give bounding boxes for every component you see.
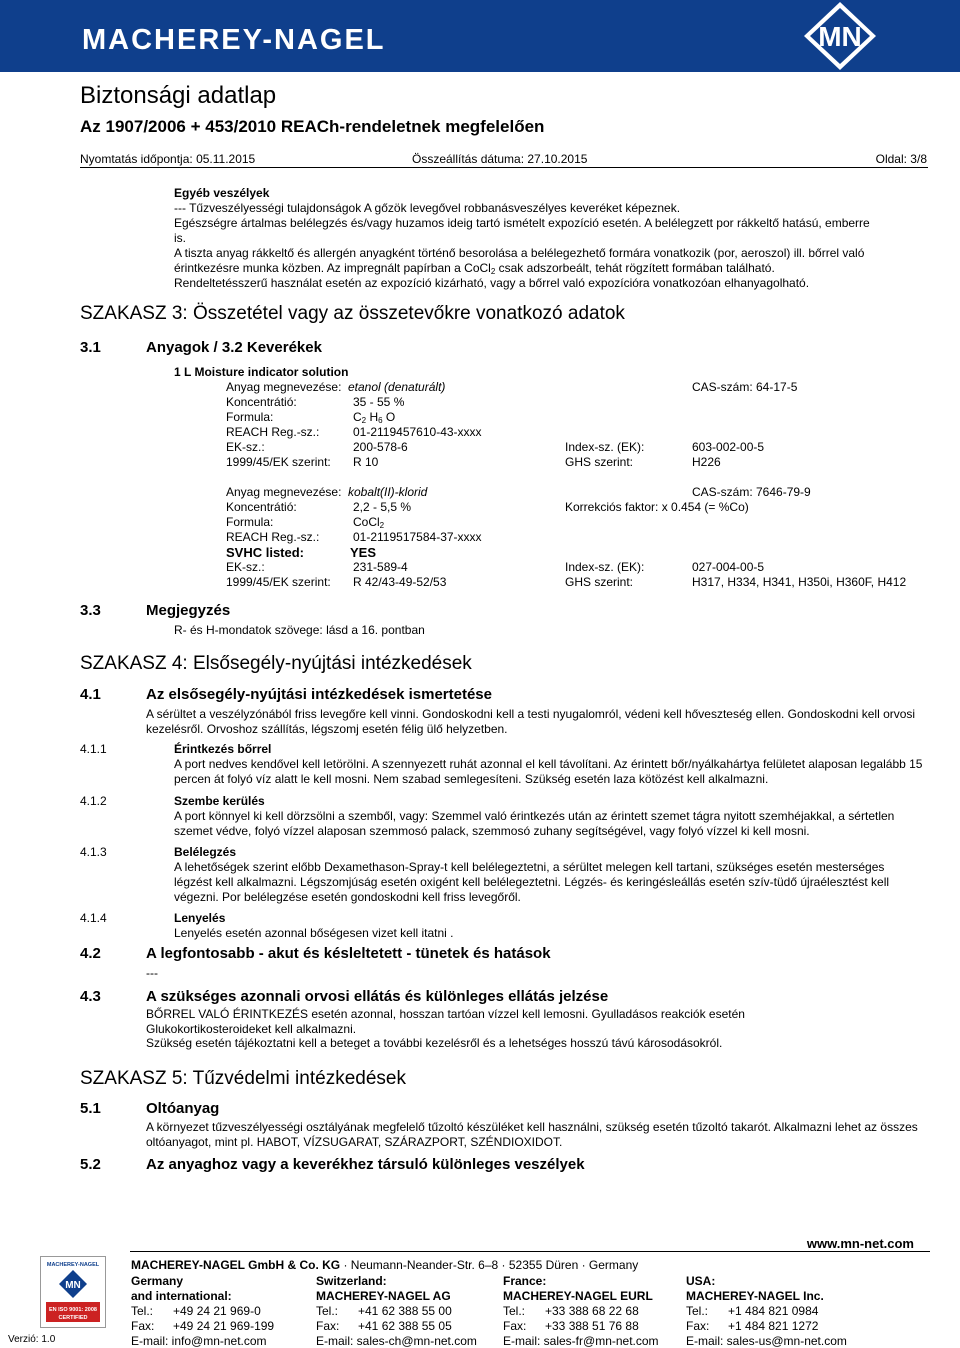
substance2-name: kobalt(II)-klorid: [348, 485, 428, 499]
section-4-1-4-number: 4.1.4: [80, 911, 107, 925]
substance1-ek-label: EK-sz.:: [226, 440, 265, 454]
section-5-1-number: 5.1: [80, 1100, 101, 1117]
email-link[interactable]: E-mail: sales-ch@mn-net.com: [316, 1334, 477, 1348]
section-3-1-number: 3.1: [80, 339, 101, 356]
document-subtitle: Az 1907/2006 + 453/2010 REACh-rendeletnek megfelelően: [80, 117, 545, 136]
substance1-name-label: Anyag megnevezése:: [226, 380, 342, 394]
substance2-reach: 01-2119517584-37-xxxx: [353, 530, 482, 544]
substance2-dir: R 42/43-49-52/53: [353, 575, 447, 589]
section-4-1-number: 4.1: [80, 686, 101, 703]
section-5-2-title: Az anyaghoz vagy a keverékhez társuló különleges veszélyek: [146, 1156, 585, 1173]
print-date: Nyomtatás időpontja: 05.11.2015: [80, 152, 256, 166]
other-hazards-line: is.: [174, 231, 186, 245]
substance2-index: 027-004-00-5: [692, 560, 765, 574]
section-4-1-1-title: Érintkezés bőrrel: [174, 742, 272, 756]
section-4-2-number: 4.2: [80, 945, 101, 962]
section-3-3-number: 3.3: [80, 602, 101, 619]
substance1-index: 603-002-00-5: [692, 440, 765, 454]
section-5-2-number: 5.2: [80, 1156, 101, 1173]
footer-contact-usa: USA: MACHEREY-NAGEL Inc. Tel.: +1 484 821 0984 Fax: +1 484 821 1272 E-mail: sales-us@mn-net.com: [686, 1274, 847, 1348]
section-4-1-title: Az elsősegély-nyújtási intézkedések ismertetése: [146, 686, 492, 703]
substance2-ek: 231-589-4: [353, 560, 408, 574]
section-4-1-4-text: Lenyelés esetén azonnal bőségesen vizet kell itatni .: [174, 926, 454, 940]
substance1-reach-label: REACH Reg.-sz.:: [226, 425, 320, 439]
substance2-cas: CAS-szám: 7646-79-9: [692, 485, 811, 499]
section-4-3-number: 4.3: [80, 988, 101, 1005]
substance2-formula-label: Formula:: [226, 515, 274, 529]
badge-logo-text: MN: [65, 1280, 81, 1291]
email-link[interactable]: E-mail: info@mn-net.com: [131, 1334, 267, 1348]
section-4-1-3-text: A lehetőségek szerint előbb Dexamethason-Spray-t kell belélegeztetni, a sérültet melegen kell tartani, szükséges esetén mesterséges légzést kell alkalmazni. Légszomjúság esetén oxigént kell belélegeztetni. Légzés- és keringésleállás esetén szív-tüdő újraélesztést kell végezni. Por belélegzése esetén gondoskodni kell friss levegőről.: [174, 860, 890, 904]
other-hazards-line: A tiszta anyag rákkeltő és allergén anyagként történő besorolása a belélegezhető formára vonatkozik (por, aeroszol) ill. bőrrel való: [174, 246, 865, 260]
section5-title: SZAKASZ 5: Tűzvédelmi intézkedések: [80, 1068, 406, 1089]
other-hazards-line: Egészségre ártalmas belélegzés és/vagy huzamos ideig tartó ismételt expozíció esetén. A belélegzett por rákkeltő hatású, emberre: [174, 216, 870, 230]
footer-contact-germany: Germany and international: Tel.: +49 24 21 969-0 Fax: +49 24 21 969-199 E-mail: info@mn-net.com: [131, 1274, 275, 1348]
compile-date: Összeállítás dátuma: 27.10.2015: [412, 152, 588, 166]
other-hazards-line: érintkezésre munka közben. Az impregnált papírban a CoCl$_2$ csak adszorbeált, tehát rögzített formában található.: [174, 261, 775, 276]
substance1-formula-label: Formula:: [226, 410, 274, 424]
substance2-svhc: YES: [350, 545, 377, 560]
other-hazards-line: --- Tűzveszélyességi tulajdonságok A gőzök levegővel robbanásveszélyes keveréket képeznek.: [174, 201, 681, 215]
substance2-ghs-label: GHS szerint:: [565, 575, 634, 589]
section-4-1-3-number: 4.1.3: [80, 845, 107, 859]
section4-title: SZAKASZ 4: Elsősegély-nyújtási intézkedések: [80, 653, 472, 674]
footer-website: www.mn-net.com: [806, 1236, 914, 1251]
section-4-3-line: BŐRREL VALÓ ÉRINTKEZÉS esetén azonnal, hosszan tartóan vízzel kell lemosni. Gyulladásos reakciók esetén: [146, 1007, 745, 1021]
substance1-ek: 200-578-6: [353, 440, 408, 454]
substance2-index-label: Index-sz. (EK):: [565, 560, 645, 574]
footer-contact-switzerland: Switzerland: MACHEREY-NAGEL AG Tel.: +41 62 388 55 00 Fax: +41 62 388 55 05 E-mail: sales-ch@mn-net.com: [316, 1274, 477, 1348]
email-link[interactable]: E-mail: sales-fr@mn-net.com: [503, 1334, 659, 1348]
section-4-1-4-title: Lenyelés: [174, 911, 226, 925]
substance1-ghs: H226: [692, 455, 721, 469]
substance1-cas: CAS-szám: 64-17-5: [692, 380, 798, 394]
product-name: 1 L Moisture indicator solution: [174, 365, 349, 379]
section-4-1-text: A sérültet a veszélyzónából friss levegőre kell vinni. Gondoskodni kell a testi nyugalomról, védeni kell hőveszteség ellen. Gondoskodni kell orvosi kezelésről. Orvoshoz szállítás, légszomj esetén félig ülő helyzetben.: [146, 707, 916, 736]
logo-text: MN: [818, 21, 862, 52]
section-3-1-title: Anyagok / 3.2 Keverékek: [146, 339, 322, 356]
section-5-1-title: Oltóanyag: [146, 1100, 220, 1117]
substance1-conc-label: Koncentrátió:: [226, 395, 297, 409]
substance2-dir-label: 1999/45/EK szerint:: [226, 575, 331, 589]
substance1-index-label: Index-sz. (EK):: [565, 440, 645, 454]
document-title: Biztonsági adatlap: [80, 82, 277, 109]
substance2-reach-label: REACH Reg.-sz.:: [226, 530, 320, 544]
section-4-1-2-number: 4.1.2: [80, 794, 107, 808]
badge-certified-text: CERTIFIED: [58, 1315, 88, 1321]
section-4-3-line: Glukokortikosteroideket kell alkalmazni.: [146, 1022, 357, 1036]
substance1-conc: 35 - 55 %: [353, 395, 405, 409]
section-5-1-text: A környezet tűzveszélyességi osztályának megfelelő tűzoltó készüléket kell használni, szükség esetén tűzoltó takarót. Alkalmazni lehet az összes oltóanyagot, mint pl. HABOT, VÍZSUGARAT, SZÁRAZPORT, SZÉNDIOXIDOT.: [146, 1120, 918, 1149]
substance1-reach: 01-2119457610-43-xxxx: [353, 425, 482, 439]
section-3-3-title: Megjegyzés: [146, 602, 231, 619]
section-4-2-title: A legfontosabb - akut és késleltetett - tünetek és hatások: [146, 945, 551, 962]
version-label: Verzió: 1.0: [8, 1334, 56, 1345]
section-4-2-text: ---: [146, 966, 158, 980]
substance2-ghs: H317, H334, H341, H350i, H360F, H412: [692, 575, 907, 589]
iso-certification-badge: [40, 1256, 106, 1328]
section-4-1-1-text: A port nedves kendővel kell letörölni. A szennyezett ruhát azonnal el kell távolítani. Az érintett bőr/nyálkahártya felületet alaposan legalább 15 percen át folyó víz alatt le kell mosni. Nem szabad semlegesíteni. Szükség esetén laza kötözést kell alkalmazni.: [174, 757, 923, 786]
section-4-3-title: A szükséges azonnali orvosi ellátás és különleges ellátás jelzése: [146, 988, 609, 1005]
section-4-3-line: Szükség esetén tájékoztatni kell a beteget a további kezelésről és a lehetséges hosszú távú károsodásokról.: [146, 1036, 723, 1050]
badge-brand: MACHEREY-NAGEL: [46, 1262, 100, 1268]
substance2-correction-factor: Korrekciós faktor: x 0.454 (= %Co): [565, 500, 749, 514]
substance2-svhc-label: SVHC listed:: [226, 545, 305, 560]
section-4-1-1-number: 4.1.1: [80, 742, 107, 756]
other-hazards-line: Rendeltetésszerű használat esetén az expozíció kizárható, vagy a bőrrel való expozícióra vonatkozóan elhanyagolható.: [174, 276, 810, 290]
substance1-ghs-label: GHS szerint:: [565, 455, 634, 469]
substance1-dir: R 10: [353, 455, 379, 469]
footer-company-line: MACHEREY-NAGEL GmbH & Co. KG · Neumann-Neander-Str. 6–8 · 52355 Düren · Germany: [131, 1258, 639, 1272]
other-hazards-heading: Egyéb veszélyek: [174, 186, 270, 200]
substance2-formula: CoCl$_2$: [353, 515, 385, 530]
brand-name: MACHEREY-NAGEL: [82, 24, 386, 56]
mn-logo-icon: [780, 0, 900, 72]
substance2-name-label: Anyag megnevezése:: [226, 485, 342, 499]
substance2-conc-label: Koncentrátió:: [226, 500, 297, 514]
section-4-1-3-title: Belélegzés: [174, 845, 237, 859]
section-4-1-2-title: Szembe kerülés: [174, 794, 265, 808]
header-divider: [80, 167, 928, 168]
section-4-1-2-text: A port könnyel ki kell dörzsölni a szemből, vagy: Szemmel való érintkezés után az érintett szemet tágra nyitott szemhéjakkal, a sértetlen szemet védve, folyó vízzel alaposan szemmosó palack, szemmosó zuhany segítségével, vagy folyó vízzel ki kell mosni.: [174, 809, 895, 838]
footer-contact-france: France: MACHEREY-NAGEL EURL Tel.: +33 388 68 22 68 Fax: +33 388 51 76 88 E-mail: sales-fr@mn-net.com: [503, 1274, 659, 1348]
substance2-conc: 2,2 - 5,5 %: [353, 500, 412, 514]
email-link[interactable]: E-mail: sales-us@mn-net.com: [686, 1334, 847, 1348]
substance2-ek-label: EK-sz.:: [226, 560, 265, 574]
badge-iso-text: EN ISO 9001: 2008: [48, 1307, 98, 1313]
page-number: Oldal: 3/8: [875, 152, 927, 166]
substance1-formula: $C_2$ $H_6$ O: [353, 410, 396, 425]
substance1-name: etanol (denaturált): [348, 380, 446, 394]
substance1-dir-label: 1999/45/EK szerint:: [226, 455, 331, 469]
section3-title: SZAKASZ 3: Összetétel vagy az összetevőkre vonatkozó adatok: [80, 303, 625, 324]
section-3-3-text: R- és H-mondatok szövege: lásd a 16. pontban: [174, 623, 425, 637]
footer-divider: [130, 1251, 930, 1252]
